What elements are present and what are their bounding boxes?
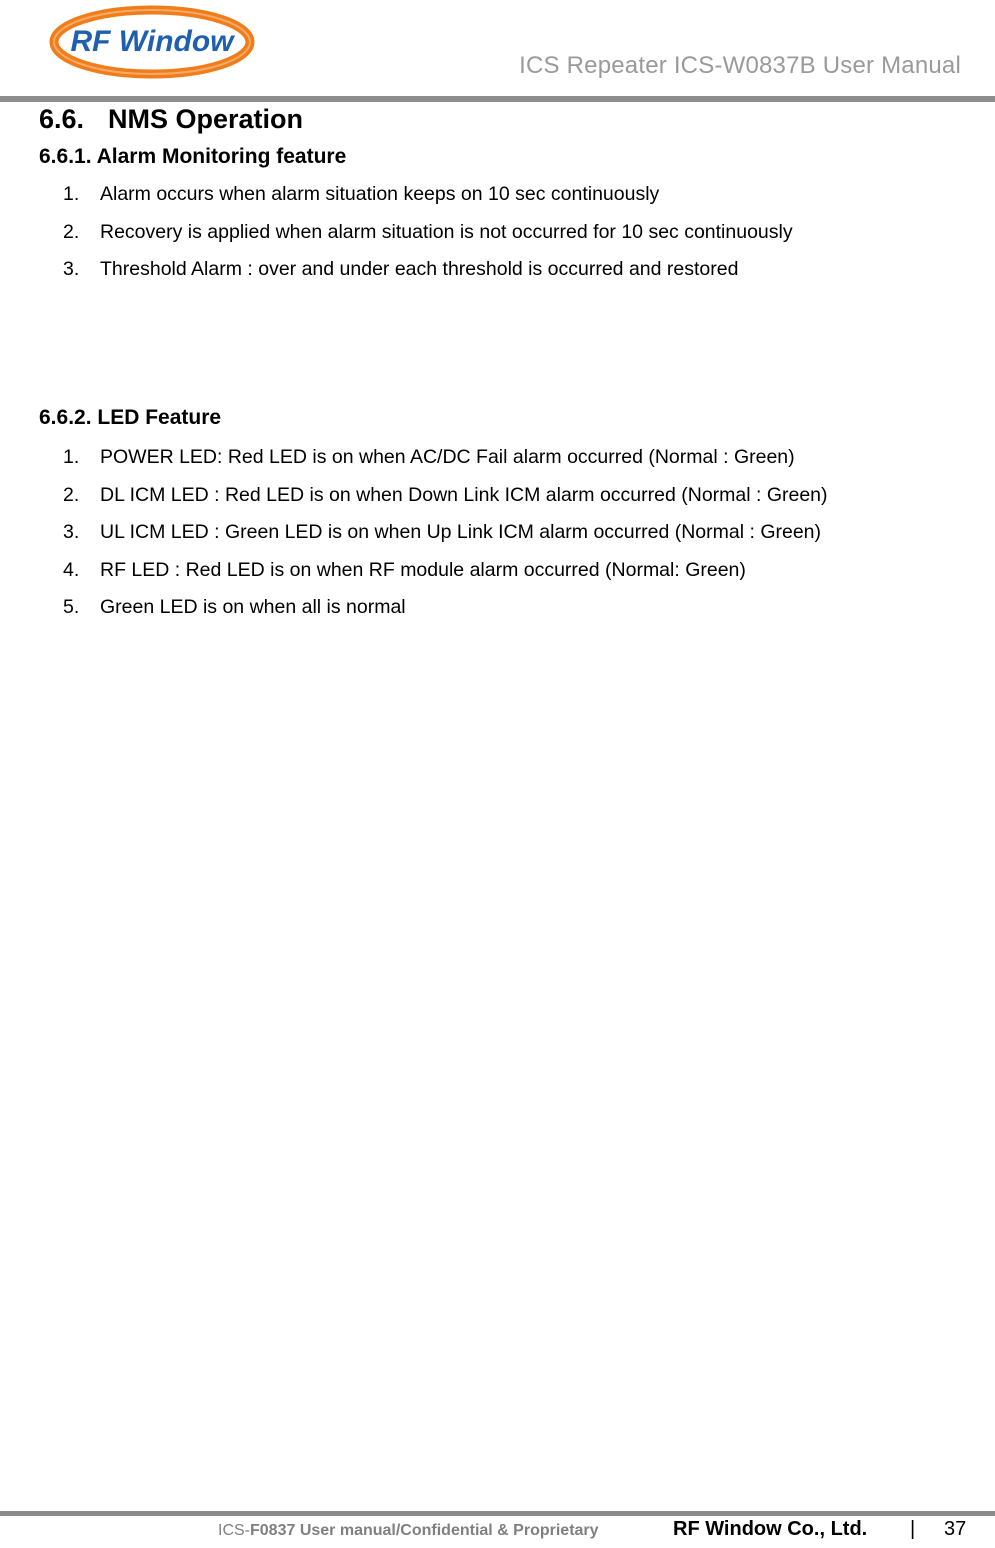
manual-title: ICS Repeater ICS-W0837B User Manual [519,52,961,79]
item-number: 4. [63,558,80,581]
item-text: Recovery is applied when alarm situation is not occurred for 10 sec continuously [100,220,793,243]
item-number: 3. [63,521,80,544]
item-number: 2. [63,483,80,506]
item-text: Green LED is on when all is normal [100,596,406,619]
item-number: 3. [63,258,80,281]
item-text: RF LED : Red LED is on when RF module alarm occurred (Normal: Green) [100,558,746,581]
header-divider [0,96,995,102]
footer-doc: F0837 User manual/Confidential & Proprietary [250,1522,599,1539]
item-number: 1. [63,446,80,468]
rf-window-logo [48,4,258,80]
alarm-monitoring-heading: 6.6.1. Alarm Monitoring feature [39,145,347,168]
footer-company: RF Window Co., Ltd. [673,1518,868,1540]
section-title: NMS Operation [108,104,304,134]
item-text: UL ICM LED : Green LED is on when Up Link ICM alarm occurred (Normal : Green) [100,521,822,544]
section-number: 6.6. [39,104,85,134]
footer-document-label [218,1522,599,1548]
item-number: 1. [63,183,80,205]
section-heading [39,104,303,135]
page-number: 37 [944,1518,967,1540]
item-number: 2. [63,220,80,243]
footer-separator: | [910,1518,916,1540]
item-number: 5. [63,596,80,619]
logo-text: RF Window [70,25,234,58]
footer-prefix: ICS- [218,1522,250,1539]
item-text: Alarm occurs when alarm situation keeps on 10 sec continuously [100,183,660,205]
led-feature-heading: 6.6.2. LED Feature [39,406,222,429]
footer-divider [0,1511,995,1516]
item-text: Threshold Alarm : over and under each threshold is occurred and restored [100,258,739,281]
item-text: POWER LED: Red LED is on when AC/DC Fail alarm occurred (Normal : Green) [100,446,795,468]
item-text: DL ICM LED : Red LED is on when Down Link ICM alarm occurred (Normal : Green) [100,483,828,506]
